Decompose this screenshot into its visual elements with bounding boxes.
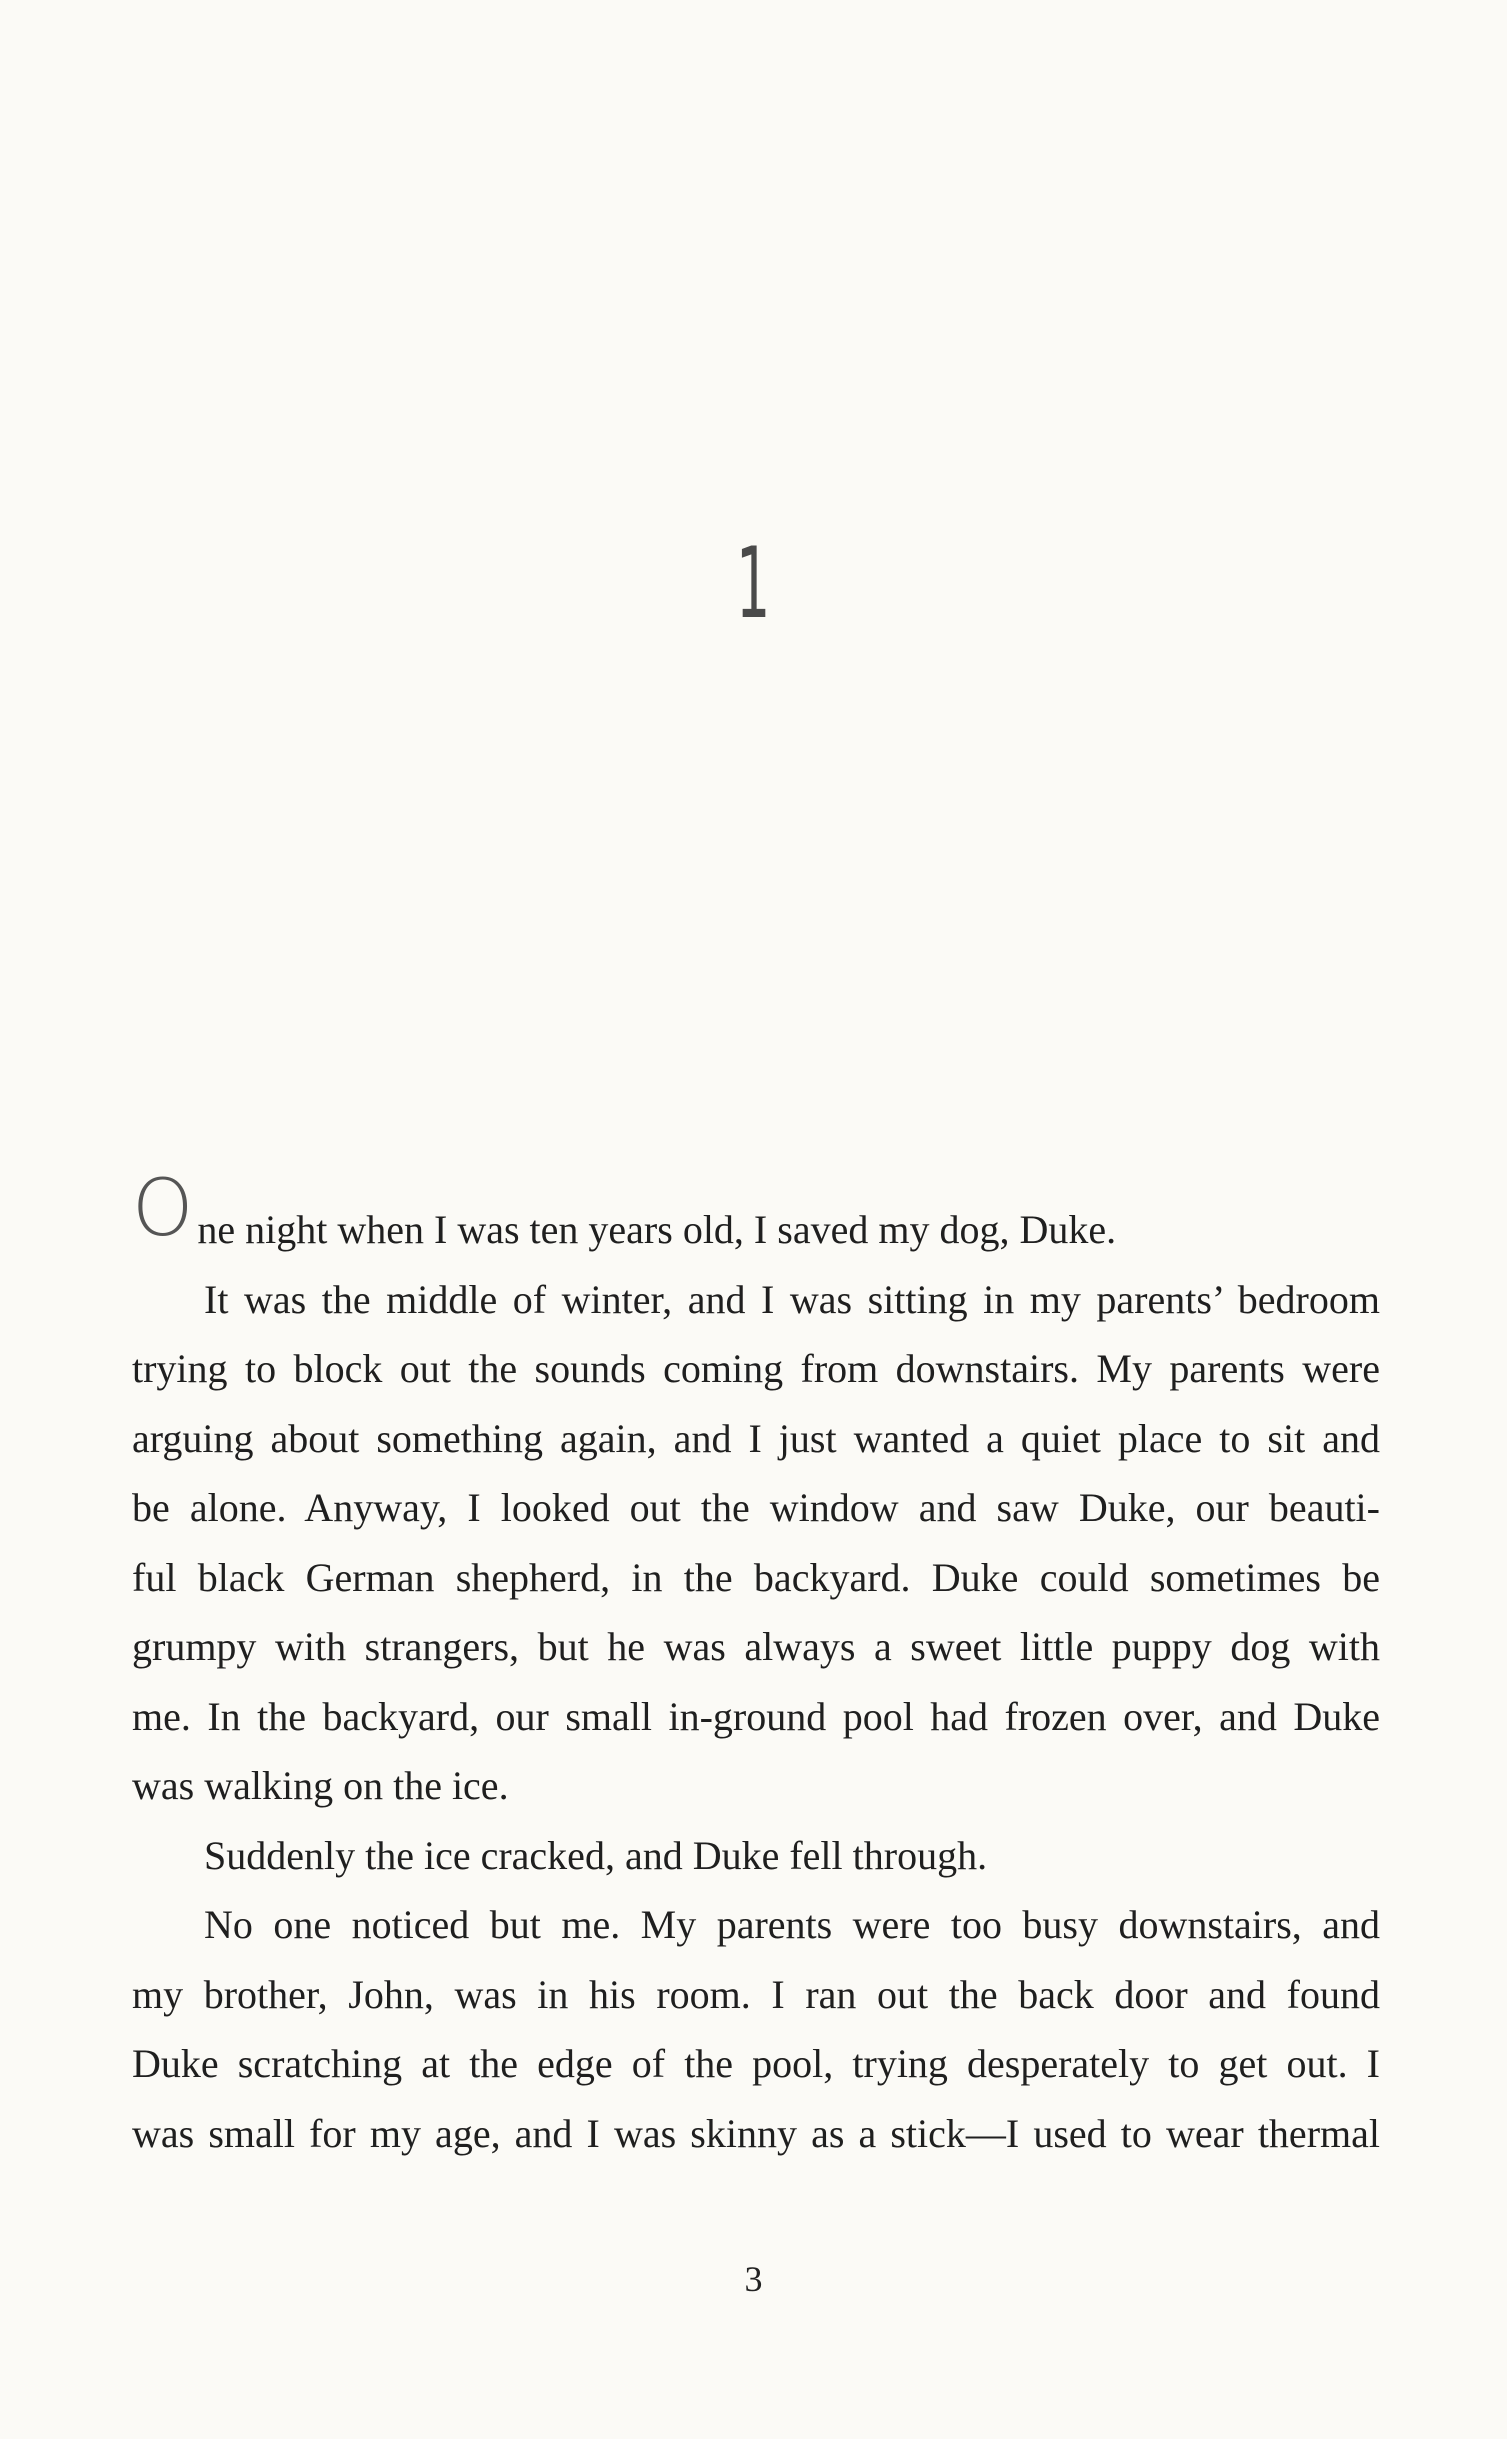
paragraph-2-line-1: It was the middle of winter, and I was sitting in my parents’ bedroom [204,1276,1380,1322]
paragraph-2-line-7: me. In the backyard, our small in-ground pool had frozen over, and Duke [132,1693,1380,1739]
paragraph-3-line-1: Suddenly the ice cracked, and Duke fell through. [204,1832,988,1878]
paragraph-1-line-1 [132,1164,1380,1265]
paragraph-2-line-2: trying to block out the sounds coming from downstairs. My parents were [132,1346,1380,1391]
chapter-body [132,1164,1380,2168]
drop-cap: O [132,1164,194,1254]
chapter-number-text: 1 [736,527,771,641]
paragraph-4-line-4: was small for my age, and I was skinny as a stick—I used to wear thermal [132,2110,1380,2156]
chapter-number [0,527,1507,641]
paragraph-2-line-5: ful black German shepherd, in the backyard. Duke could sometimes be [132,1554,1380,1600]
paragraph-4-line-1: No one noticed but me. My parents were too busy downstairs, and [204,1902,1380,1947]
paragraph-text: ne night when I was ten years old, I saved my dog, Duke. [197,1207,1117,1252]
paragraph-4-line-2: my brother, John, was in his room. I ran out the back door and found [132,1971,1380,2017]
paragraph-2-line-8: was walking on the ice. [132,1763,509,1808]
paragraph-2-line-6: grumpy with strangers, but he was always a sweet little puppy dog with [132,1624,1380,1669]
page-number: 3 [744,2259,763,2299]
paragraph-2-line-3: arguing about something again, and I just wanted a quiet place to sit and [132,1415,1380,1461]
paragraph-2-line-4: be alone. Anyway, I looked out the window and saw Duke, our beauti- [132,1485,1380,1530]
paragraph-4-line-3: Duke scratching at the edge of the pool, trying desperately to get out. I [132,2041,1380,2086]
